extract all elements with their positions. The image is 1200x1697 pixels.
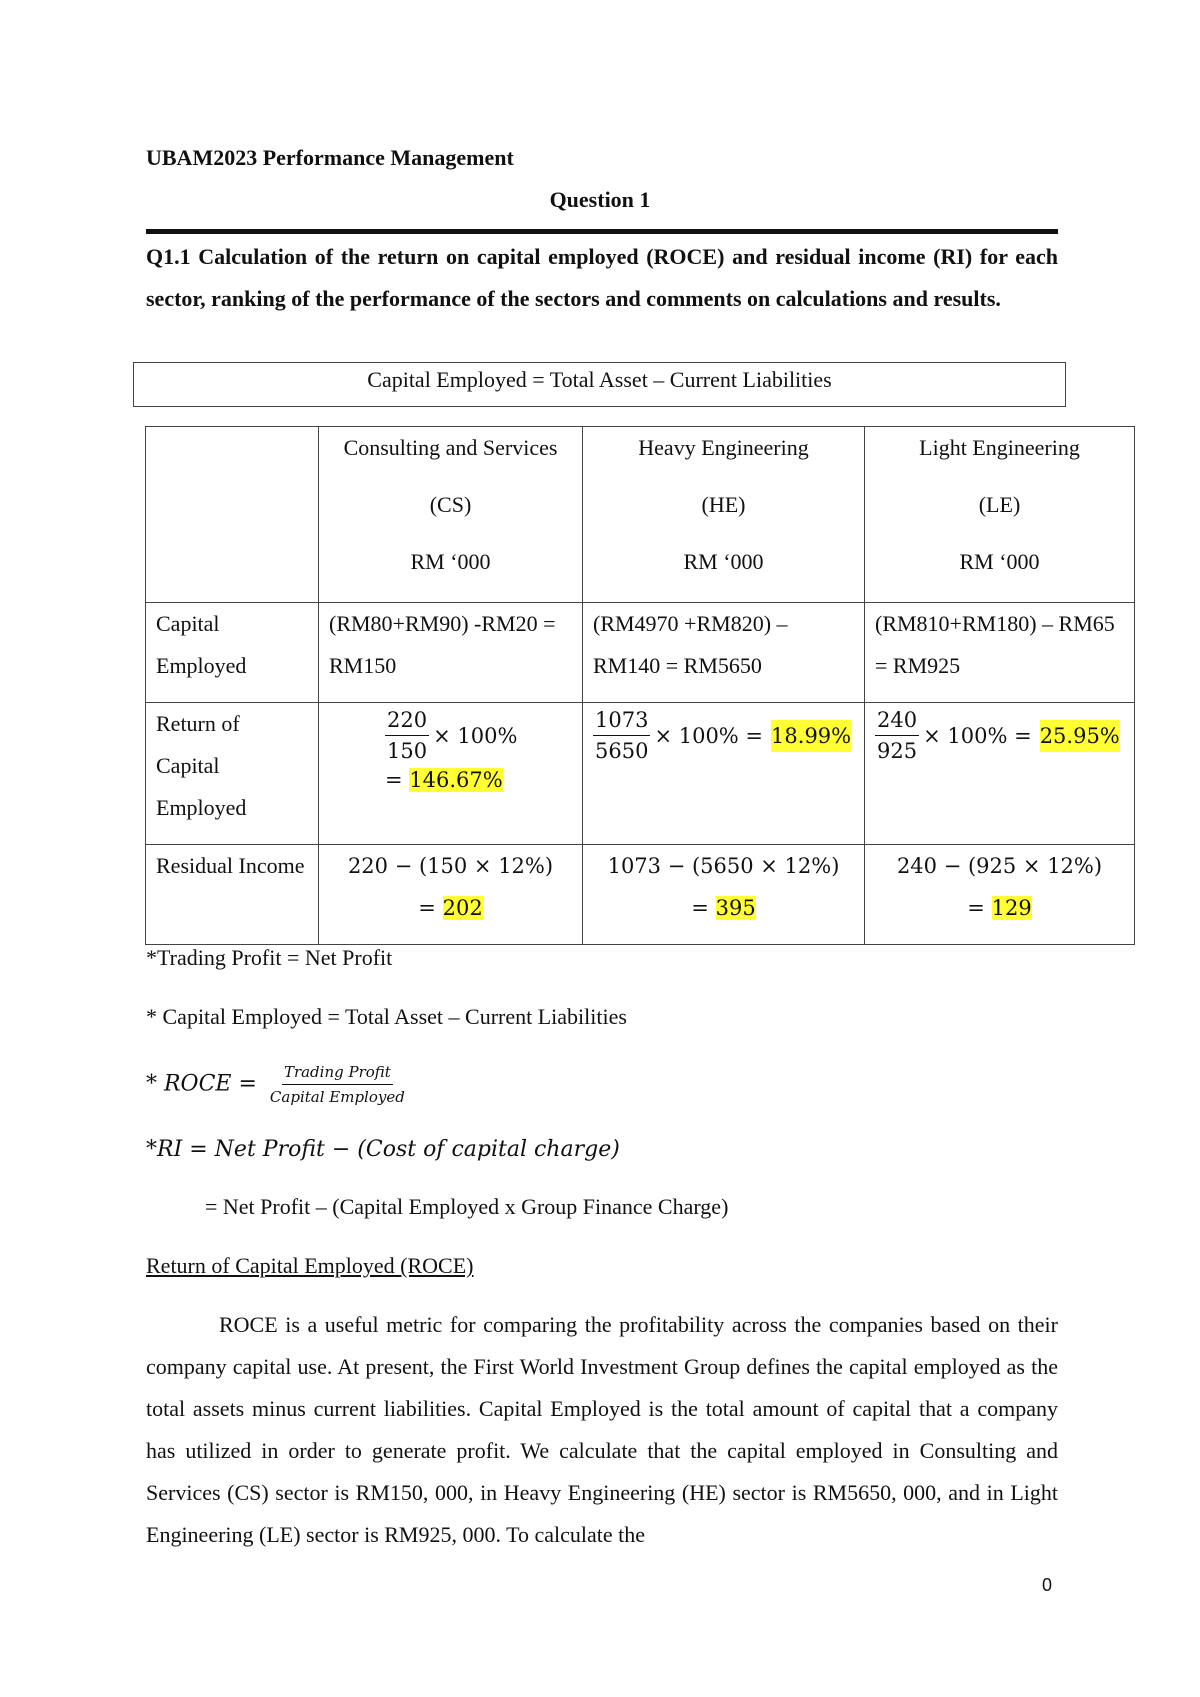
table-cell: (RM810+RM180) – RM65 = RM925 <box>865 603 1135 703</box>
ri-expression: 220 − (150 × 12%) <box>347 854 554 878</box>
fraction-numerator: 220 <box>385 705 429 736</box>
highlighted-result: 129 <box>991 896 1032 920</box>
table-cell: (RM4970 +RM820) – RM140 = RM5650 <box>583 603 865 703</box>
ri-formula-expanded: = Net Profit – (Capital Employed x Group Finance Charge) <box>205 1194 729 1219</box>
question-title: Question 1 <box>549 187 651 212</box>
fraction-denominator: 150 <box>387 739 428 763</box>
table-row <box>146 845 1135 945</box>
table-corner-cell <box>146 427 319 603</box>
column-code: (CS) <box>429 492 472 517</box>
highlighted-result: 18.99% <box>771 720 851 752</box>
body-paragraph: ROCE is a useful metric for comparing the profitability across the companies based on their company capital use. At present, the First World Investment Group defines the capital employed as the total assets minus current liabilities. Capital Employed is the total amount of capital that a company has utilized in order to generate profit. We calculate that the capital employed in Consulting and Services (CS) sector is RM150, 000, in Heavy Engineering (HE) sector is RM5650, 000, and in Light Engineering (LE) sector is RM925, 000. To calculate the <box>146 1312 1058 1547</box>
question-heading: Q1.1 Calculation of the return on capital employed (ROCE) and residual income (RI) for each sector, ranking of the performance of the sectors and comments on calculations and results. <box>146 244 1058 311</box>
highlighted-result: 202 <box>442 896 483 920</box>
calculation-table <box>145 426 1135 945</box>
column-header-cs <box>319 427 583 603</box>
column-unit: RM ‘000 <box>683 549 764 574</box>
row-label: Residual Income <box>146 845 319 945</box>
fraction-numerator: 240 <box>875 705 919 736</box>
column-header-le <box>865 427 1135 603</box>
roce-formula <box>146 1060 405 1109</box>
highlighted-result: 395 <box>715 896 756 920</box>
ri-expression: 240 − (925 × 12%) <box>896 854 1103 878</box>
column-name: Light Engineering <box>919 435 1080 460</box>
operator-text: × 100% <box>433 723 518 748</box>
column-unit: RM ‘000 <box>959 549 1040 574</box>
row-label: Capital Employed <box>146 603 319 703</box>
equals-sign: = <box>385 768 403 792</box>
roce-numerator: Trading Profit <box>282 1060 393 1085</box>
ri-formula: *RI = Net Profit − (Cost of capital charge) <box>146 1137 620 1162</box>
fraction-denominator: 925 <box>877 739 918 763</box>
table-cell: (RM80+RM90) -RM20 = RM150 <box>319 603 583 703</box>
operator-text: × 100% = <box>923 723 1032 748</box>
column-code: (HE) <box>701 492 746 517</box>
highlighted-result: 25.95% <box>1040 720 1120 752</box>
column-name: Consulting and Services <box>343 435 558 460</box>
course-title: UBAM2023 Performance Management <box>146 145 514 170</box>
equals-sign: = <box>418 896 436 920</box>
note-trading-profit: *Trading Profit = Net Profit <box>146 945 393 970</box>
table-cell <box>583 703 865 845</box>
table-cell <box>865 845 1135 945</box>
roce-prefix: * ROCE = <box>146 1071 257 1097</box>
column-unit: RM ‘000 <box>410 549 491 574</box>
row-label: Return of Capital Employed <box>146 703 319 845</box>
highlighted-result: 146.67% <box>409 768 503 792</box>
ri-expression: 1073 − (5650 × 12%) <box>607 854 840 878</box>
roce-denominator: Capital Employed <box>269 1088 405 1106</box>
equals-sign: = <box>691 896 709 920</box>
table-cell <box>319 703 583 845</box>
column-code: (LE) <box>978 492 1021 517</box>
fraction-numerator: 1073 <box>593 705 650 736</box>
table-cell <box>583 845 865 945</box>
table-row <box>146 603 1135 703</box>
equals-sign: = <box>967 896 985 920</box>
table-cell <box>865 703 1135 845</box>
capital-employed-box: Capital Employed = Total Asset – Current Liabilities <box>133 362 1066 407</box>
column-name: Heavy Engineering <box>638 435 809 460</box>
operator-text: × 100% = <box>654 723 764 748</box>
fraction-denominator: 5650 <box>595 739 649 763</box>
table-row <box>146 703 1135 845</box>
page-number: 0 <box>1042 1575 1053 1595</box>
heading-rule <box>146 229 1058 234</box>
note-capital-employed: * Capital Employed = Total Asset – Current Liabilities <box>146 1004 627 1029</box>
section-heading: Return of Capital Employed (ROCE) <box>146 1253 474 1278</box>
column-header-he <box>583 427 865 603</box>
table-cell <box>319 845 583 945</box>
